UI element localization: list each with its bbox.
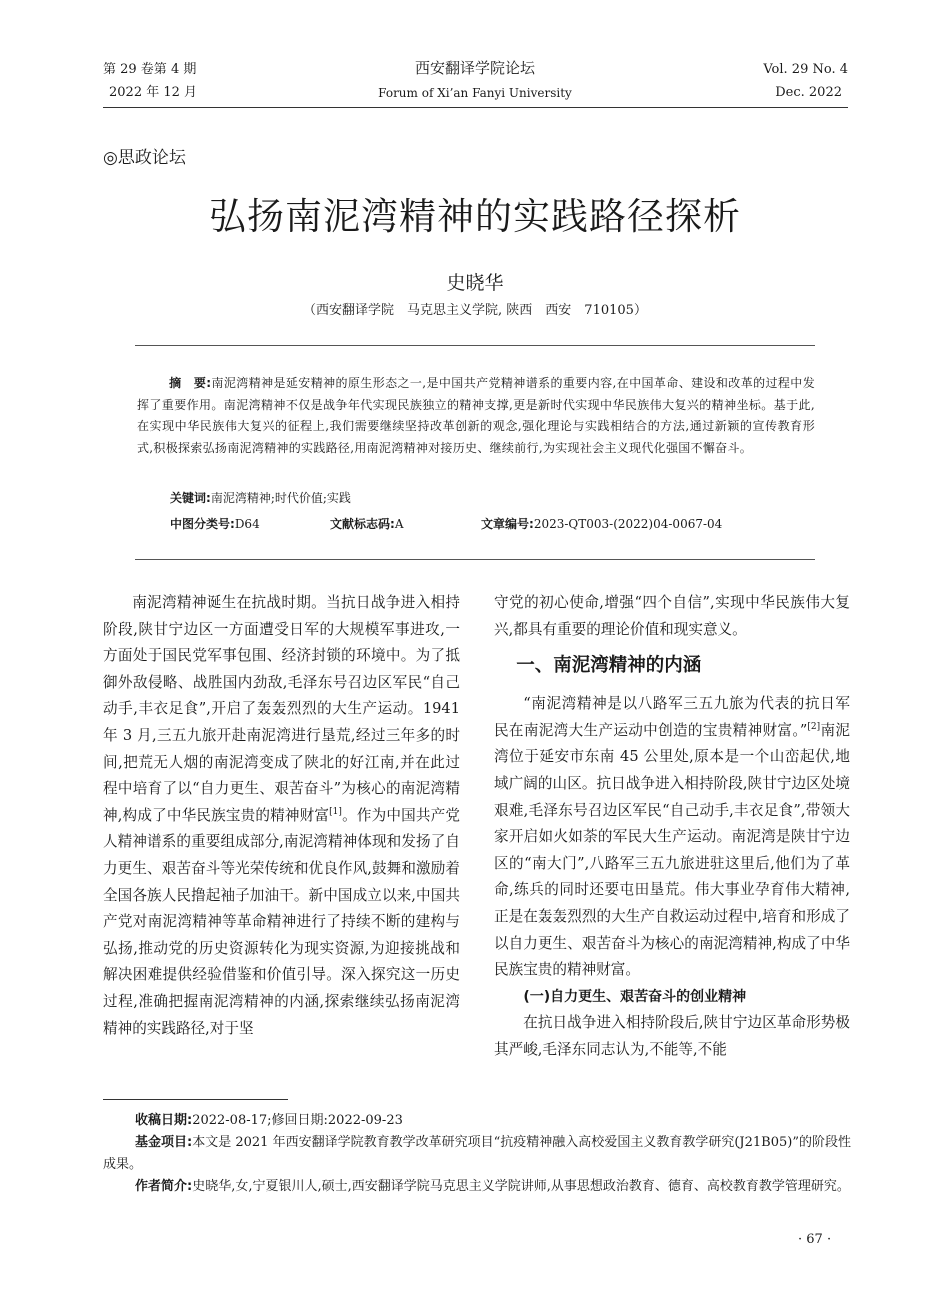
footnote-fund: 基金项目:本文是 2021 年西安翻译学院教育教学改革研究项目“抗疫精神融入高校爱国主义教育教学研究(J21B05)”的阶段性成果。	[103, 1135, 851, 1172]
section-heading-1: 一、南泥湾精神的内涵	[516, 655, 702, 677]
citation-ref-1: [1]	[329, 806, 342, 817]
article-number: 文章编号:2023-QT003-(2022)04-0067-04	[481, 517, 723, 531]
abstract	[137, 373, 815, 460]
author-name: 史晓华	[446, 272, 504, 294]
keywords-label: 关键词:	[170, 491, 211, 505]
volume-en: Vol. 29 No. 4	[763, 62, 848, 77]
clc-number: 中图分类号:D64	[170, 517, 260, 531]
article-title: 弘扬南泥湾精神的实践路径探析	[209, 195, 741, 238]
footnote-author: 作者简介:史晓华,女,宁夏银川人,硕士,西安翻译学院马克思主义学院讲师,从事思想政治教育、德育、高校教育教学管理研究。	[135, 1179, 850, 1194]
right-column	[494, 590, 850, 1064]
document-code: 文献标志码:A	[330, 517, 404, 531]
right-paragraph-2: “南泥湾精神是以八路军三五九旅为代表的抗日军民在南泥湾大生产运动中创造的宝贵精神财富。”[2]南泥湾位于延安市东南 45 公里处,原本是一个山峦起伏,地域广阔的山区。抗日战争进入相持阶段,陕甘宁边区处境艰难,毛泽东号召边区军民“自己动手,丰衣足食”,带领大家开启如火如荼的军民大生产运动。南泥湾是陕甘宁边区的“南大门”,八路军三五九旅进驻这里后,他们为了革命,练兵的同时还要屯田垦荒。伟大事业孕育伟大精神,正是在轰轰烈烈的大生产自救运动过程中,培育和形成了以自力更生、艰苦奋斗为核心的南泥湾精神,构成了中华民族宝贵的精神财富。	[494, 695, 850, 979]
keywords-text: 南泥湾精神;时代价值;实践	[210, 491, 351, 505]
journal-title-en: Forum of Xi’an Fanyi University	[378, 86, 572, 100]
abstract-label: 摘 要:	[169, 376, 212, 390]
left-paragraph: 南泥湾精神诞生在抗战时期。当抗日战争进入相持阶段,陕甘宁边区一方面遭受日军的大规模军事进攻,一方面处于国民党军事包围、经济封锁的环境中。为了抵御外敌侵略、战胜国内劲敌,毛泽东号召边区军民“自己动手,丰衣足食”,开启了轰轰烈烈的大生产运动。1941 年 3 月,三五九旅开赴南泥湾进行垦荒,经过三年多的时间,把荒无人烟的南泥湾变成了陕北的好江南,并在此过程中培育了以“自力更生、艰苦奋斗”为核心的南泥湾精神,构成了中华民族宝贵的精神财富[1]。作为中国共产党人精神谱系的重要组成部分,南泥湾精神体现和发扬了自力更生、艰苦奋斗等光荣传统和优良作风,鼓舞和激励着全国各族人民撸起袖子加油干。新中国成立以来,中国共产党对南泥湾精神等革命精神进行了持续不断的建构与弘扬,推动党的历史资源转化为现实资源,为迎接挑战和解决困难提供经验借鉴和价值引导。深入探究这一历史过程,准确把握南泥湾精神的内涵,探索继续弘扬南泥湾精神的实践路径,对于坚	[103, 594, 460, 1037]
keywords	[170, 489, 351, 506]
right-paragraph-continued: 守党的初心使命,增强“四个自信”,实现中华民族伟大复兴,都具有重要的理论价值和现实意义。	[494, 594, 850, 638]
right-paragraph-3: 在抗日战争进入相持阶段后,陕甘宁边区革命形势极其严峻,毛泽东同志认为,不能等,不能	[494, 1014, 850, 1058]
volume-cn: 第 29 卷第 4 期	[103, 62, 197, 77]
journal-title-cn: 西安翻译学院论坛	[414, 59, 535, 77]
date-en: Dec. 2022	[775, 85, 842, 100]
header-rule	[103, 107, 848, 108]
column-tag: ◎思政论坛	[103, 148, 186, 168]
footnote-dates: 收稿日期:2022-08-17;修回日期:2022-09-23	[135, 1113, 403, 1128]
footnote-rule	[103, 1099, 288, 1100]
citation-ref-2: [2]	[807, 721, 821, 732]
abstract-rule-bottom	[135, 559, 815, 560]
abstract-rule-top	[135, 345, 815, 346]
page-number: · 67 ·	[798, 1232, 832, 1247]
affiliation: （西安翻译学院 马克思主义学院, 陕西 西安 710105）	[303, 303, 647, 318]
left-column	[103, 590, 460, 1042]
subsection-heading-1: (一)自力更生、艰苦奋斗的创业精神	[523, 988, 747, 1005]
date-cn: 2022 年 12 月	[109, 85, 198, 100]
abstract-text: 南泥湾精神是延安精神的原生形态之一,是中国共产党精神谱系的重要内容,在中国革命、建设和改革的过程中发挥了重要作用。南泥湾精神不仅是战争年代实现民族独立的精神支撑,更是新时代实现中华民族伟大复兴的精神坐标。基于此,在实现中华民族伟大复兴的征程上,我们需要继续坚持改革创新的观念,强化理论与实践相结合的方法,通过新颖的宣传教育形式,积极探索弘扬南泥湾精神的实践路径,用南泥湾精神对接历史、继续前行,为实现社会主义现代化强国不懈奋斗。	[137, 376, 816, 456]
